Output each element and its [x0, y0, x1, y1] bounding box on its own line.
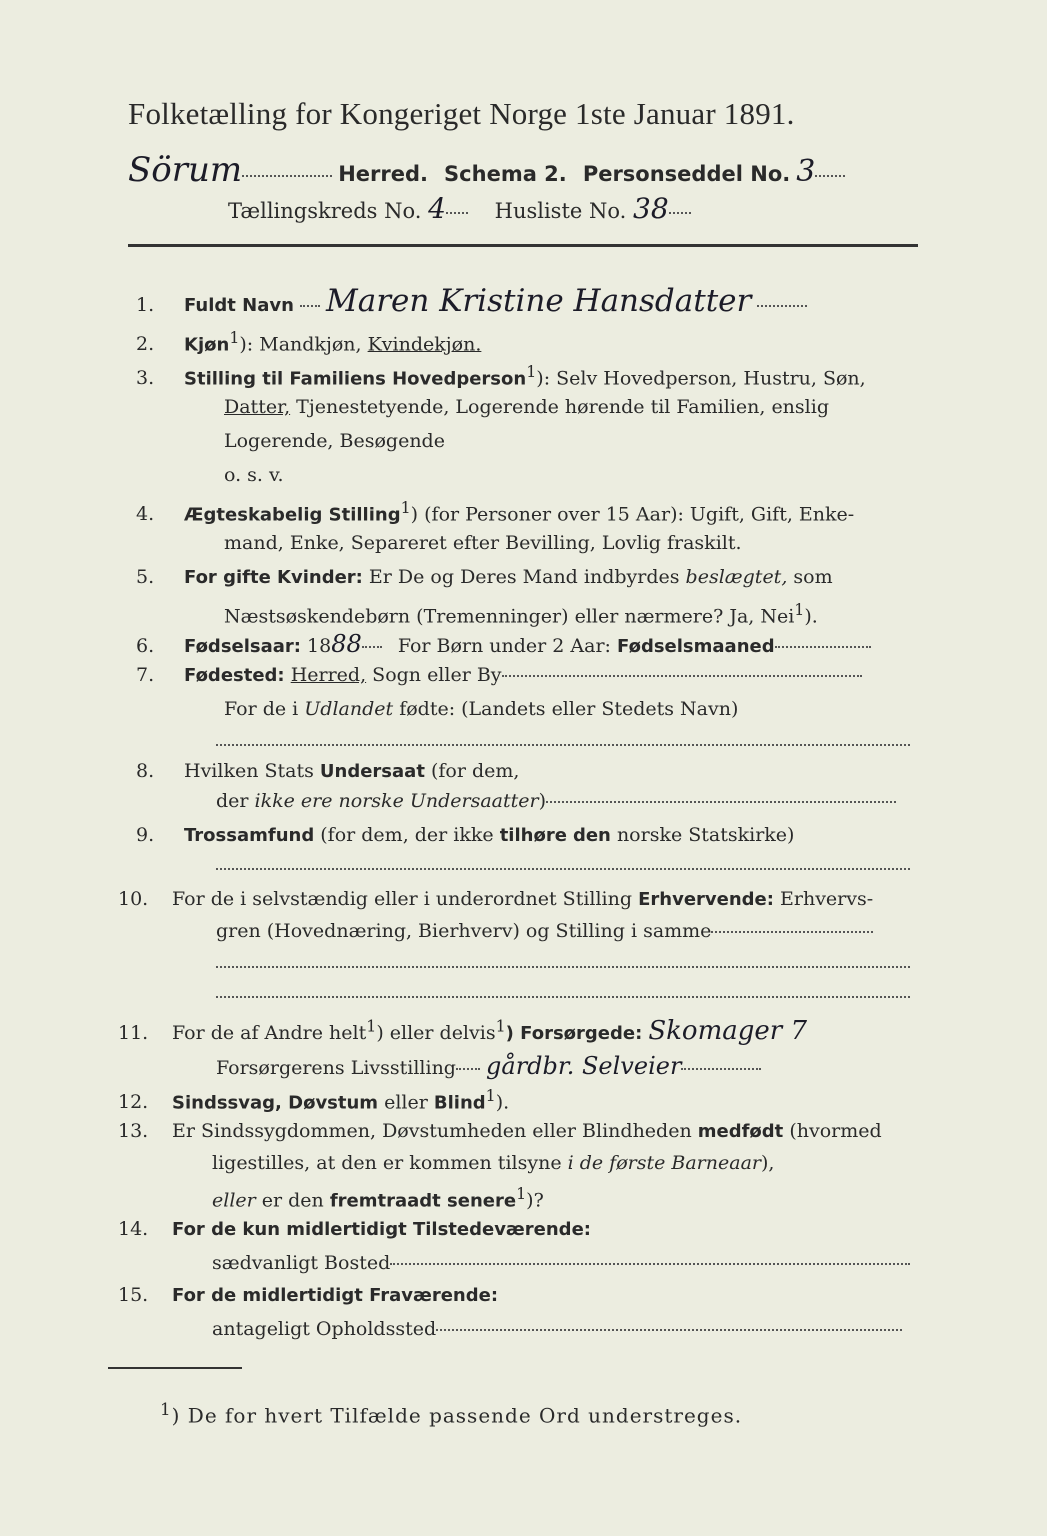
q13-text-2a: ligestilles, at den er kommen tilsyne [212, 1152, 562, 1174]
q15-number: 15. [118, 1284, 149, 1306]
q4-text: ) (for Personer over 15 Aar): Ugift, Gift, Enke- [410, 503, 855, 526]
footnote-text: De for hvert Tilfælde passende Ord understreges. [187, 1403, 743, 1428]
q3-row-3 [224, 430, 445, 452]
q13-label: medfødt [697, 1121, 784, 1142]
q5-row [136, 566, 833, 588]
q6-label: Fødselsaar: [184, 636, 301, 657]
q12-text: eller [384, 1091, 428, 1114]
q5-row-2: Næstsøskendebørn (Tremenninger) eller nærmere? Ja, Nei$^1$). [224, 600, 818, 628]
q11-text: For de af Andre helt [172, 1022, 367, 1044]
q1-label: Fuldt Navn [184, 295, 294, 316]
q9-number: 9. [136, 824, 155, 846]
q5-label: For gifte Kvinder: [184, 567, 363, 588]
q13-row-3: eller er den fremtraadt senere$^1$)? [212, 1184, 544, 1212]
q7-number: 7. [136, 664, 155, 686]
q13-row [118, 1120, 882, 1142]
q9-blank-line [216, 868, 910, 870]
herred-row [128, 150, 845, 190]
q13-label-2: fremtraadt senere [329, 1190, 517, 1212]
q2-row: 2. Kjøn$^1$): Mandkjøn, Kvindekjøn. [136, 328, 482, 356]
q5-text-b: som [793, 566, 833, 588]
footnote: $^1$) De for hvert Tilfælde passende Ord understreges. [160, 1400, 743, 1428]
q7-blank-line [216, 744, 910, 746]
q2-text: ): Mandkjøn, [239, 333, 362, 356]
q10-label: Erhvervende: [638, 889, 774, 910]
q15-row [118, 1284, 498, 1306]
q10-text-b: Erhvervs- [780, 888, 874, 910]
q6-label-2: Fødselsmaaned [617, 636, 775, 657]
herred-value: Sörum [128, 150, 243, 190]
q13-text: Er Sindssygdommen, Døvstumheden eller Blindheden [172, 1120, 692, 1142]
q8-text-2b: ) [538, 790, 547, 812]
kreds-row [228, 192, 691, 225]
q1-name-value: Maren Kristine Hansdatter [326, 283, 752, 319]
q12-label: Sindssvag, Døvstum [172, 1092, 379, 1114]
q14-row [118, 1218, 591, 1240]
q2-number: 2. [136, 333, 155, 356]
q10-row-2 [216, 920, 873, 942]
q12-row: 12. Sindssvag, Døvstum eller Blind$^1$). [118, 1086, 510, 1114]
q13-italic-2: eller [212, 1189, 256, 1212]
q11-occupation-value: gårdbr. Selveier [486, 1052, 682, 1080]
q1-row [136, 283, 807, 319]
footnote-rule [108, 1367, 242, 1369]
q9-row [136, 824, 794, 846]
form-title: Folketælling for Kongeriget Norge 1ste Januar 1891. [128, 96, 795, 131]
q12-label-2: Blind [433, 1092, 486, 1114]
q8-text-2a: der [216, 790, 249, 812]
q3-text-3: Logerende, Besøgende [224, 430, 445, 452]
q7-selected-option: Herred, [290, 664, 367, 686]
q3-text: ): Selv Hovedperson, Hustru, Søn, [536, 367, 866, 390]
personseddel-value: 3 [796, 154, 816, 189]
q10-blank-line-1 [216, 966, 910, 968]
q9-bold-2: den [572, 825, 611, 846]
q12-number: 12. [118, 1091, 149, 1114]
q7-row [136, 664, 862, 686]
q2-label: Kjøn [184, 334, 230, 356]
q2-selected-option: Kvindekjøn. [367, 333, 482, 356]
herred-label: Herred. [338, 162, 428, 186]
q11-text-b: ) eller delvis [376, 1022, 496, 1044]
q10-number: 10. [118, 888, 149, 910]
q11-row-2 [216, 1052, 761, 1080]
q3-label: Stilling til Familiens Hovedperson [184, 368, 527, 390]
q5-text: Er De og Deres Mand indbyrdes [368, 566, 680, 588]
kreds-value: 4 [428, 192, 446, 225]
q10-row [118, 888, 873, 910]
q14-text: sædvanligt Bosted [212, 1252, 391, 1274]
q1-number: 1. [136, 294, 155, 316]
q4-row-2 [224, 532, 742, 554]
q3-number: 3. [136, 367, 155, 390]
q11-number: 11. [118, 1022, 149, 1044]
q4-label: Ægteskabelig Stilling [184, 504, 401, 526]
header-rule [128, 244, 918, 247]
q13-text-b: (hvormed [789, 1120, 882, 1142]
q6-row [136, 630, 871, 658]
q8-text-b: (for dem, [430, 760, 520, 782]
q7-label: Fødested: [184, 665, 285, 686]
husliste-value: 38 [633, 192, 669, 225]
q9-label: Trossamfund [184, 825, 315, 846]
q13-italic: i de første Barneaar [567, 1152, 761, 1174]
q8-row [136, 760, 519, 782]
q5-number: 5. [136, 566, 155, 588]
q8-text: Hvilken Stats [184, 760, 314, 782]
q11-supporter-value: Skomager 7 [648, 1016, 807, 1046]
q9-text-2: norske Statskirke) [616, 824, 795, 846]
q11-row: 11. For de af Andre helt$^1$) eller delvis$^1$) Forsørgede: Skomager 7 [118, 1016, 807, 1046]
q15-label: For de midlertidigt Fraværende: [172, 1285, 499, 1306]
q6-prefix: 18 [307, 635, 332, 657]
q14-row-2 [212, 1252, 910, 1274]
q13-row-2: ligestilles, at den er kommen tilsyne i de første Barneaar), [212, 1152, 775, 1174]
q11-text-2: Forsørgerens Livsstilling [216, 1057, 456, 1079]
q7-italic: Udlandet [304, 698, 394, 720]
q4-row: 4. Ægteskabelig Stilling$^1$) (for Personer over 15 Aar): Ugift, Gift, Enke- [136, 498, 855, 526]
q6-number: 6. [136, 635, 155, 657]
q8-label: Undersaat [319, 761, 425, 782]
kreds-label: Tællingskreds No. [228, 199, 422, 223]
q5-text-2: Næstsøskendebørn (Tremenninger) eller nærmere? Ja, Nei [224, 605, 795, 628]
q14-label: For de kun midlertidigt Tilstedeværende: [172, 1219, 591, 1240]
q13-number: 13. [118, 1120, 149, 1142]
q3-selected-option: Datter, [224, 396, 291, 418]
personseddel-label: Personseddel No. [582, 162, 791, 186]
schema-label: Schema 2. [444, 162, 567, 186]
q7-text: Sogn eller By [372, 664, 502, 686]
q3-row: 3. Stilling til Familiens Hovedperson$^1$): Selv Hovedperson, Hustru, Søn, [136, 362, 866, 390]
q10-text-2: gren (Hovednæring, Bierhverv) og Stilling i samme [216, 920, 712, 942]
husliste-label: Husliste No. [494, 199, 627, 223]
q3-row-2 [224, 396, 829, 418]
q8-italic: ikke ere norske Undersaatter [254, 790, 539, 812]
q8-row-2 [216, 790, 896, 812]
q9-text: (for dem, der ikke [320, 824, 494, 846]
q3-row-4 [224, 464, 284, 486]
q5-italic: beslægtet, [685, 566, 788, 588]
q15-text: antageligt Opholdssted [212, 1318, 437, 1340]
q9-bold-1: tilhøre [499, 825, 567, 846]
q6-text: For Børn under 2 Aar: [397, 635, 611, 657]
q13-text-3: er den [261, 1189, 324, 1212]
q7-text-2b: fødte: (Landets eller Stedets Navn) [399, 698, 739, 720]
q4-number: 4. [136, 503, 155, 526]
q4-text-2: mand, Enke, Separeret efter Bevilling, Lovlig fraskilt. [224, 532, 742, 554]
q14-number: 14. [118, 1218, 149, 1240]
q10-blank-line-2 [216, 996, 910, 998]
q8-number: 8. [136, 760, 155, 782]
q3-text-4: o. s. v. [224, 464, 284, 486]
q15-row-2 [212, 1318, 902, 1340]
q6-year-value: 88 [331, 630, 362, 658]
q3-text-2: Tjenestetyende, Logerende hørende til Familien, enslig [296, 396, 829, 418]
q11-label: ) Forsørgede: [505, 1023, 643, 1044]
q7-row-2 [224, 698, 738, 720]
q7-text-2a: For de i [224, 698, 299, 720]
q10-text: For de i selvstændig eller i underordnet Stilling [172, 888, 633, 910]
